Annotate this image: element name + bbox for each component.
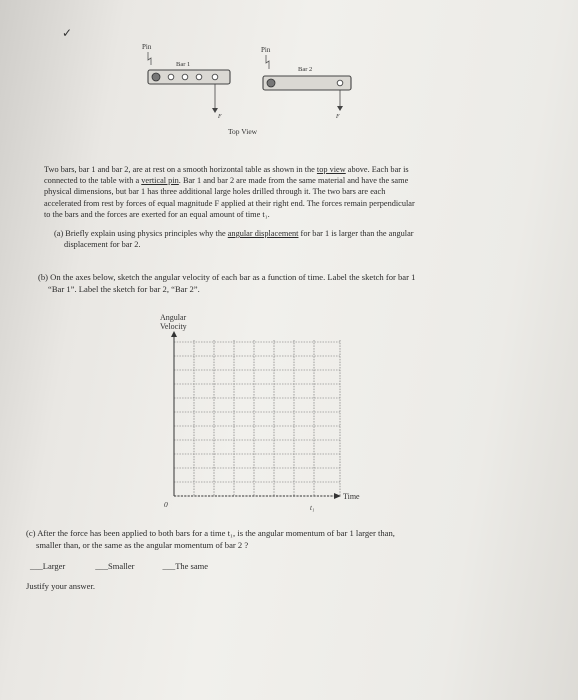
bar2-label: Bar 2: [298, 66, 313, 73]
x-axis-label: Time: [343, 492, 360, 501]
bar1-pin-hole: [152, 73, 160, 81]
bar1-hole-2: [182, 74, 188, 80]
question-c: [26, 528, 466, 592]
origin-label: 0: [164, 500, 168, 509]
question-a: [54, 228, 454, 250]
question-c-line-1: (c) After the force has been applied to both bars for a time t₁, is the angular momentum of bar 1 larger than,: [26, 528, 395, 538]
y-axis-label-1: Angular: [160, 313, 187, 322]
bars-diagram: [130, 38, 360, 138]
justify-prompt: Justify your answer.: [26, 580, 95, 591]
bar1-label: Bar 1: [176, 61, 191, 68]
angular-velocity-axes[interactable]: [150, 310, 380, 520]
intro-line-5: to the bars and the forces are exerted for an equal amount of time t₁.: [44, 209, 270, 219]
x-axis-arrowhead: [334, 493, 341, 499]
y-axis-arrowhead: [171, 331, 177, 337]
pin1-label: Pin: [142, 43, 152, 51]
y-axis-label-2: Velocity: [160, 322, 187, 331]
option-smaller[interactable]: ___Smaller: [95, 561, 135, 571]
force2-arrowhead: [337, 106, 343, 111]
bar1-hole-3: [196, 74, 202, 80]
question-a-line-2: displacement for bar 2.: [64, 240, 141, 250]
bar2-force-point: [337, 80, 343, 86]
diagram-caption: Top View: [228, 127, 258, 136]
question-b-line-2: “Bar 1”. Label the sketch for bar 2, “Bar 2”.: [48, 283, 200, 294]
intro-line-2: connected to the table with a vertical pin. Bar 1 and bar 2 are made from the same material and have the same: [44, 176, 409, 186]
question-b: [38, 272, 458, 295]
bar1-hole-1: [168, 74, 174, 80]
bar1-force-point: [212, 74, 218, 80]
bar2-pin-hole: [267, 79, 275, 87]
answer-options: [26, 561, 466, 573]
option-larger[interactable]: ___Larger: [30, 561, 66, 571]
option-same[interactable]: ___The same: [162, 561, 209, 571]
force1-arrowhead: [212, 108, 218, 113]
force1-label: F: [218, 114, 222, 120]
grid: [174, 340, 340, 496]
intro-paragraph: [44, 164, 464, 220]
intro-line-3: physical dimensions, but bar 1 has three additional large holes drilled through it. The two bars are each: [44, 187, 386, 197]
pin2-label: Pin: [261, 46, 271, 54]
intro-line-4: accelerated from rest by forces of equal magnitude F applied at their right end. The forces remain perpendicular: [44, 198, 415, 208]
intro-line-1: Two bars, bar 1 and bar 2, are at rest on a smooth horizontal table as shown in the top view above. Each bar is: [44, 165, 409, 174]
question-a-line-1: (a) Briefly explain using physics principles why the angular displacement for bar 1 is larger than the angular: [54, 229, 414, 238]
t1-tick-label: t₁: [310, 504, 315, 512]
question-c-line-2: smaller than, or the same as the angular momentum of bar 2 ?: [36, 539, 249, 550]
pin1-pointer: [148, 52, 151, 65]
force2-label: F: [336, 114, 340, 120]
question-b-line-1: (b) On the axes below, sketch the angular velocity of each bar as a function of time. Label the sketch for bar 1: [38, 272, 416, 282]
pin2-pointer: [266, 55, 269, 69]
pen-mark: ✓: [62, 26, 73, 40]
